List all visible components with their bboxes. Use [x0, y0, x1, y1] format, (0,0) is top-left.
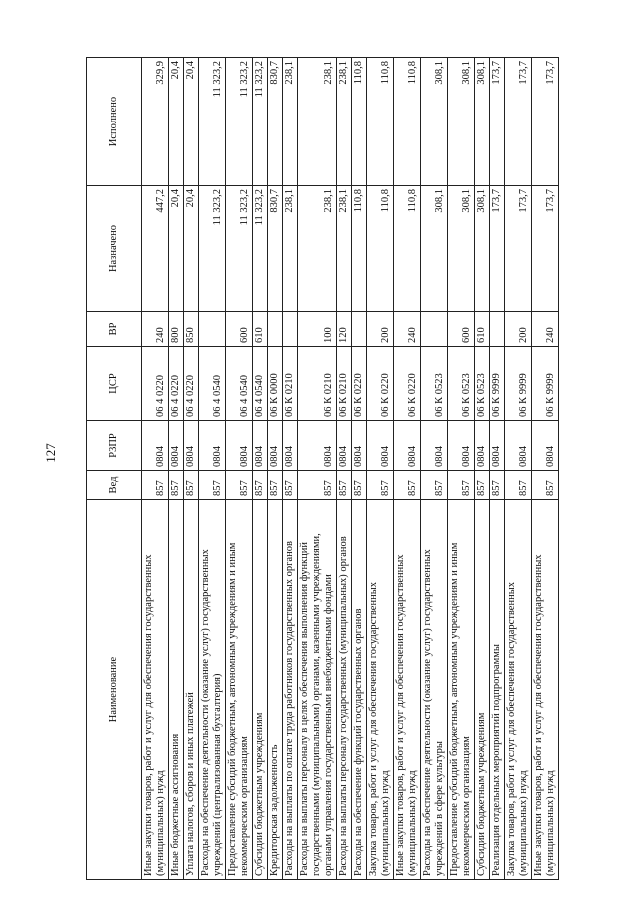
cell-vr: 600	[226, 312, 253, 347]
header-assigned: Назначено	[87, 186, 142, 312]
cell-assigned: 308,1	[475, 186, 490, 312]
cell-ved: 857	[505, 471, 532, 500]
cell-rzpr: 0804	[490, 421, 505, 471]
table-row	[226, 58, 253, 880]
cell-vr: 240	[394, 312, 421, 347]
cell-rzpr: 0804	[142, 421, 169, 471]
cell-ved: 857	[298, 471, 337, 500]
cell-executed: 308,1	[475, 58, 490, 186]
cell-ved: 857	[394, 471, 421, 500]
cell-assigned: 11 323,2	[253, 186, 268, 312]
cell-ved: 857	[337, 471, 352, 500]
cell-csr: 06 4 0220	[169, 347, 184, 421]
table-header-row	[87, 58, 142, 880]
cell-name: Расходы на выплаты персоналу в целях обеспечения выполнения функций государственными (муниципальными) органами, казенными учреждениями, органами управления государственными внебюджетными фондами	[298, 500, 337, 880]
cell-name: Предоставление субсидий бюджетным, автономным учреждениям и иным некоммерческим организациям	[226, 500, 253, 880]
cell-csr: 06 К 0220	[367, 347, 394, 421]
cell-csr: 06 К 0220	[352, 347, 367, 421]
cell-vr: 600	[448, 312, 475, 347]
cell-csr: 06 4 0540	[199, 347, 226, 421]
cell-executed: 20,4	[169, 58, 184, 186]
cell-executed: 329,9	[142, 58, 169, 186]
cell-name: Субсидии бюджетным учреждениям	[253, 500, 268, 880]
cell-assigned: 20,4	[184, 186, 199, 312]
cell-assigned: 308,1	[448, 186, 475, 312]
table-row	[268, 58, 283, 880]
cell-csr: 06 К 0523	[421, 347, 448, 421]
table-row	[490, 58, 505, 880]
cell-ved: 857	[490, 471, 505, 500]
cell-name: Расходы на обеспечение функций государственных органов	[352, 500, 367, 880]
cell-name: Уплата налогов, сборов и иных платежей	[184, 500, 199, 880]
cell-ved: 857	[532, 471, 559, 500]
cell-ved: 857	[352, 471, 367, 500]
table-row	[337, 58, 352, 880]
cell-csr: 06 К 0523	[475, 347, 490, 421]
cell-name: Предоставление субсидий бюджетным, автономным учреждениям и иным некоммерческим организациям	[448, 500, 475, 880]
cell-vr	[421, 312, 448, 347]
cell-vr: 850	[184, 312, 199, 347]
header-name: Наименование	[87, 500, 142, 880]
cell-rzpr: 0804	[532, 421, 559, 471]
cell-executed: 238,1	[298, 58, 337, 186]
cell-executed: 110,8	[367, 58, 394, 186]
cell-vr: 100	[298, 312, 337, 347]
header-executed: Исполнено	[87, 58, 142, 186]
table-row	[199, 58, 226, 880]
budget-table	[86, 57, 559, 880]
cell-assigned: 110,8	[352, 186, 367, 312]
table-row	[253, 58, 268, 880]
cell-vr	[490, 312, 505, 347]
cell-rzpr: 0804	[298, 421, 337, 471]
cell-vr	[199, 312, 226, 347]
cell-assigned: 447,2	[142, 186, 169, 312]
cell-name: Закупка товаров, работ и услуг для обеспечения государственных (муниципальных) нужд	[367, 500, 394, 880]
table-row	[394, 58, 421, 880]
cell-name: Иные закупки товаров, работ и услуг для обеспечения государственных (муниципальных) нужд	[142, 500, 169, 880]
cell-rzpr: 0804	[283, 421, 298, 471]
cell-ved: 857	[367, 471, 394, 500]
cell-name: Кредиторская задолженность	[268, 500, 283, 880]
cell-name: Расходы на выплаты по оплате труда работников государственных органов	[283, 500, 298, 880]
table-row	[532, 58, 559, 880]
cell-ved: 857	[184, 471, 199, 500]
cell-executed: 20,4	[184, 58, 199, 186]
cell-ved: 857	[253, 471, 268, 500]
cell-rzpr: 0804	[367, 421, 394, 471]
cell-ved: 857	[169, 471, 184, 500]
cell-csr: 06 4 0540	[253, 347, 268, 421]
cell-assigned: 11 323,2	[199, 186, 226, 312]
cell-csr: 06 4 0540	[226, 347, 253, 421]
table-row	[352, 58, 367, 880]
table-row	[421, 58, 448, 880]
cell-name: Иные закупки товаров, работ и услуг для обеспечения государственных (муниципальных) нужд	[394, 500, 421, 880]
cell-executed: 308,1	[448, 58, 475, 186]
cell-assigned: 110,8	[367, 186, 394, 312]
header-vr: ВР	[87, 312, 142, 347]
cell-executed: 11 323,2	[253, 58, 268, 186]
cell-ved: 857	[448, 471, 475, 500]
cell-ved: 857	[283, 471, 298, 500]
cell-name: Иные закупки товаров, работ и услуг для обеспечения государственных (муниципальных) нужд	[532, 500, 559, 880]
cell-ved: 857	[142, 471, 169, 500]
cell-name: Расходы на выплаты персоналу государственных (муниципальных) органов	[337, 500, 352, 880]
cell-name: Расходы на обеспечение деятельности (оказание услуг) государственных учреждений в сфере культуры	[421, 500, 448, 880]
cell-rzpr: 0804	[184, 421, 199, 471]
cell-rzpr: 0804	[421, 421, 448, 471]
cell-vr: 120	[337, 312, 352, 347]
cell-csr: 06 К 0210	[283, 347, 298, 421]
cell-executed: 11 323,2	[226, 58, 253, 186]
cell-executed: 173,7	[490, 58, 505, 186]
cell-assigned: 173,7	[490, 186, 505, 312]
cell-rzpr: 0804	[505, 421, 532, 471]
cell-csr: 06 К 0523	[448, 347, 475, 421]
cell-assigned: 173,7	[532, 186, 559, 312]
cell-executed: 11 323,2	[199, 58, 226, 186]
cell-name: Закупка товаров, работ и услуг для обеспечения государственных (муниципальных) нужд	[505, 500, 532, 880]
table-row	[448, 58, 475, 880]
cell-vr: 610	[475, 312, 490, 347]
table-row	[298, 58, 337, 880]
cell-assigned: 11 323,2	[226, 186, 253, 312]
cell-assigned: 110,8	[394, 186, 421, 312]
cell-csr: 06 К 9999	[532, 347, 559, 421]
header-ved: Вед	[87, 471, 142, 500]
cell-rzpr: 0804	[268, 421, 283, 471]
cell-vr: 610	[253, 312, 268, 347]
cell-assigned: 238,1	[298, 186, 337, 312]
cell-assigned: 238,1	[283, 186, 298, 312]
cell-assigned: 173,7	[505, 186, 532, 312]
cell-vr: 200	[505, 312, 532, 347]
cell-name: Реализация отдельных мероприятий подпрограммы	[490, 500, 505, 880]
table-row	[142, 58, 169, 880]
cell-rzpr: 0804	[253, 421, 268, 471]
cell-ved: 857	[475, 471, 490, 500]
cell-csr: 06 К 0210	[298, 347, 337, 421]
cell-executed: 173,7	[532, 58, 559, 186]
table-row	[367, 58, 394, 880]
cell-ved: 857	[226, 471, 253, 500]
cell-vr: 240	[142, 312, 169, 347]
cell-rzpr: 0804	[226, 421, 253, 471]
cell-ved: 857	[268, 471, 283, 500]
cell-executed: 238,1	[283, 58, 298, 186]
cell-rzpr: 0804	[475, 421, 490, 471]
page-number: 127	[43, 443, 58, 463]
cell-assigned: 238,1	[337, 186, 352, 312]
cell-ved: 857	[199, 471, 226, 500]
cell-csr: 06 К 0000	[268, 347, 283, 421]
cell-rzpr: 0804	[394, 421, 421, 471]
cell-executed: 830,7	[268, 58, 283, 186]
cell-rzpr: 0804	[448, 421, 475, 471]
cell-rzpr: 0804	[352, 421, 367, 471]
header-csr: ЦСР	[87, 347, 142, 421]
cell-vr: 240	[532, 312, 559, 347]
cell-rzpr: 0804	[337, 421, 352, 471]
table-row	[184, 58, 199, 880]
rotated-table-container	[86, 58, 567, 880]
table-body	[142, 58, 559, 880]
cell-csr: 06 К 0220	[394, 347, 421, 421]
table-row	[169, 58, 184, 880]
cell-rzpr: 0804	[199, 421, 226, 471]
cell-csr: 06 4 0220	[184, 347, 199, 421]
cell-name: Иные бюджетные ассигнования	[169, 500, 184, 880]
cell-vr	[352, 312, 367, 347]
cell-executed: 173,7	[505, 58, 532, 186]
header-rzpr: Р3ПР	[87, 421, 142, 471]
cell-assigned: 20,4	[169, 186, 184, 312]
table-row	[283, 58, 298, 880]
cell-csr: 06 К 0210	[337, 347, 352, 421]
cell-name: Расходы на обеспечение деятельности (оказание услуг) государственных учреждений (централизованная бухгалтерия)	[199, 500, 226, 880]
cell-executed: 110,8	[352, 58, 367, 186]
cell-executed: 110,8	[394, 58, 421, 186]
cell-vr: 200	[367, 312, 394, 347]
cell-vr	[268, 312, 283, 347]
cell-vr	[283, 312, 298, 347]
table-row	[475, 58, 490, 880]
cell-name: Субсидии бюджетным учреждениям	[475, 500, 490, 880]
cell-vr: 800	[169, 312, 184, 347]
cell-assigned: 830,7	[268, 186, 283, 312]
cell-ved: 857	[421, 471, 448, 500]
cell-executed: 308,1	[421, 58, 448, 186]
cell-csr: 06 К 9999	[505, 347, 532, 421]
table-row	[505, 58, 532, 880]
cell-csr: 06 К 9999	[490, 347, 505, 421]
cell-csr: 06 4 0220	[142, 347, 169, 421]
cell-rzpr: 0804	[169, 421, 184, 471]
cell-executed: 238,1	[337, 58, 352, 186]
cell-assigned: 308,1	[421, 186, 448, 312]
